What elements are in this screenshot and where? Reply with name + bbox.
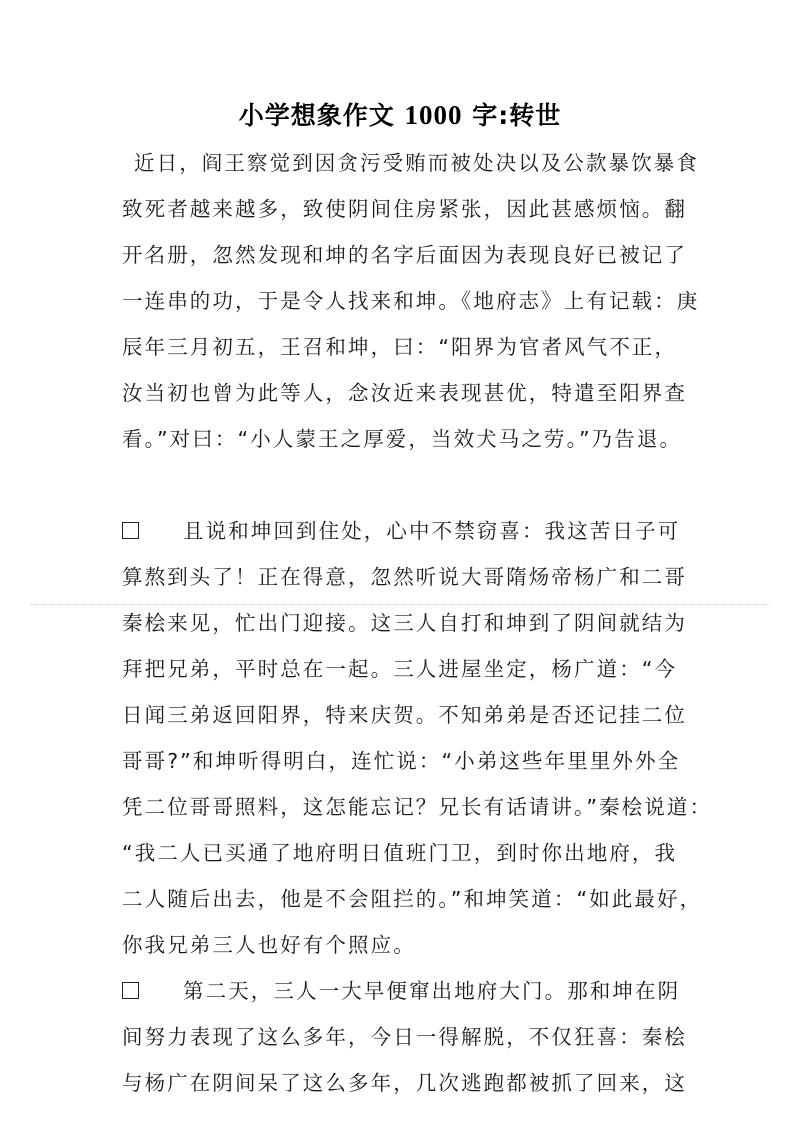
paragraph-3-line-1-text: 第二天，三人一大早便窜出地府大门。那和坤在阴 [183, 979, 681, 1003]
paragraph-2-line-4: 拜把兄弟，平时总在一起。三人进屋坐定，杨广道：“今 [122, 657, 678, 681]
title-number: 1000 [404, 100, 463, 130]
paragraph-2-line-6: 哥哥?”和坤听得明白，连忙说：“小弟这些年里里外外全 [122, 749, 681, 773]
title-suffix: 字:转世 [462, 101, 562, 130]
checkbox-glyph-icon [122, 982, 139, 999]
paragraph-3-line-3: 与杨广在阴间呆了这么多年，几次逃跑都被抓了回来，这 [122, 1071, 687, 1095]
paragraph-2-line-7: 凭二位哥哥照料，这怎能忘记？兄长有话请讲。”秦桧说道： [122, 795, 713, 819]
paragraph-2-line-8: “我二人已买通了地府明日值班门卫，到时你出地府，我 [122, 841, 678, 865]
paragraph-1-line-7: 看。”对曰：“小人蒙王之厚爱，当效犬马之劳。”乃告退。 [122, 427, 683, 451]
paragraph-2-line-10: 你我兄弟三人也好有个照应。 [122, 933, 416, 957]
paragraph-2-line-1-text: 且说和坤回到住处，心中不禁窃喜：我这苦日子可 [183, 519, 681, 543]
paragraph-2-line-9: 二人随后出去，他是不会阻拦的。”和坤笑道：“如此最好， [122, 887, 703, 911]
paragraph-2-line-1 [122, 508, 682, 554]
paragraph-1-line-6: 汝当初也曾为此等人，念汝近来表现甚优，特遣至阳界查 [122, 381, 687, 405]
paragraph-1-line-2: 致死者越来越多，致使阴间住房紧张，因此甚感烦恼。翻 [122, 197, 687, 221]
paragraph-2-line-2: 算熬到头了！正在得意，忽然听说大哥隋炀帝杨广和二哥 [122, 565, 687, 589]
paragraph-1-line-3: 开名册，忽然发现和坤的名字后面因为表现良好已被记了 [122, 243, 687, 267]
paragraph-2-line-5: 日闻三弟返回阳界，特来庆贺。不知弟弟是否还记挂二位 [122, 703, 687, 727]
paragraph-1-line-5: 辰年三月初五，王召和坤，曰：“阳界为官者风气不正， [122, 335, 678, 359]
page-title [0, 96, 800, 132]
paragraph-1-line-1: 近日，阎王察觉到因贪污受贿而被处决以及公款暴饮暴食 [134, 151, 699, 175]
page-break-divider [30, 604, 770, 605]
blank-line [122, 462, 682, 508]
paragraph-3-line-1 [122, 968, 682, 1014]
checkbox-glyph-icon [122, 522, 139, 539]
paragraph-2-line-3: 秦桧来见，忙出门迎接。这三人自打和坤到了阴间就结为 [122, 611, 687, 635]
paragraph-1-line-4: 一连串的功，于是令人找来和坤。《地府志》上有记载：庚 [122, 289, 700, 313]
paragraph-3-line-2: 间努力表现了这么多年，今日一得解脱，不仅狂喜：秦桧 [122, 1025, 687, 1049]
title-prefix: 小学想象作文 [238, 101, 405, 130]
document-body [122, 140, 713, 1106]
